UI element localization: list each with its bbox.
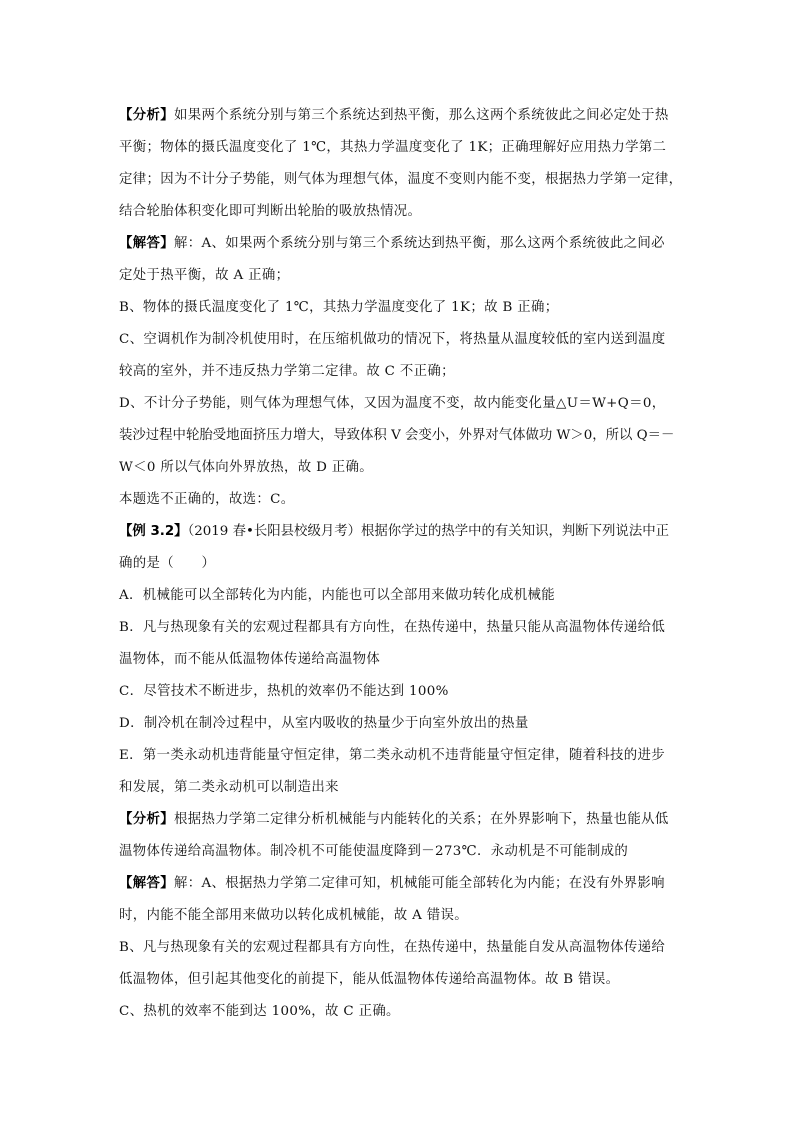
option-line: B．凡与热现象有关的宏观过程都具有方向性，在热传递中，热量只能从高温物体传递给低 <box>119 620 666 635</box>
answer-line: C、空调机作为制冷机使用时，在压缩机做功的情况下，将热量从温度较低的室内送到温度 <box>119 332 666 347</box>
document-body <box>119 100 687 1028</box>
answer-line: B、凡与热现象有关的宏观过程都具有方向性，在热传递中，热量能自发从高温物体传递给 <box>119 940 666 955</box>
answer-line: 时，内能不能全部用来做功以转化成机械能，故 A 错误。 <box>119 908 469 923</box>
answer-line: 低温物体，但引起其他变化的前提下，能从低温物体传递给高温物体。故 B 错误。 <box>119 972 620 987</box>
answer-line: 装沙过程中轮胎受地面挤压力增大，导致体积 V 会变小，外界对气体做功 W＞0，所以 Q＝－ <box>119 428 675 443</box>
example-question-line: 确的是（ ） <box>119 556 216 571</box>
option-line: E．第一类永动机违背能量守恒定律，第二类永动机不违背能量守恒定律，随着科技的进步 <box>119 748 666 763</box>
answer-text: 解：A、根据热力学第二定律可知，机械能可能全部转化为内能；在没有外界影响 <box>173 876 665 891</box>
analysis-line: 平衡；物体的摄氏温度变化了 1℃，其热力学温度变化了 1K；正确理解好应用热力学第二 <box>119 140 667 155</box>
answer-label: 【解答】 <box>119 236 174 251</box>
answer-text: 解：A、如果两个系统分别与第三个系统达到热平衡，那么这两个系统彼此之间必 <box>173 236 665 251</box>
example-source: （2019 春•长阳县校级月考） <box>187 524 362 539</box>
option-line: 温物体，而不能从低温物体传递给高温物体 <box>119 652 381 667</box>
analysis-line: 温物体传递给高温物体。制冷机不可能使温度降到－273℃．永动机是不可能制成的 <box>119 844 629 859</box>
analysis-line <box>119 804 687 836</box>
option-line: D．制冷机在制冷过程中，从室内吸收的热量少于向室外放出的热量 <box>119 716 529 731</box>
analysis-label: 【分析】 <box>119 812 174 827</box>
answer-line <box>119 868 687 900</box>
analysis-label: 【分析】 <box>119 108 174 123</box>
answer-line: 本题选不正确的，故选：C。 <box>119 492 295 507</box>
analysis-text: 如果两个系统分别与第三个系统达到热平衡，那么这两个系统彼此之间必定处于热 <box>173 108 669 123</box>
option-line: C．尽管技术不断进步，热机的效率仍不能达到 100% <box>119 684 449 699</box>
example-label: 【例 3.2】 <box>119 524 188 539</box>
analysis-text: 根据热力学第二定律分析机械能与内能转化的关系；在外界影响下，热量也能从低 <box>173 812 669 827</box>
option-line: A．机械能可以全部转化为内能，内能也可以全部用来做功转化成机械能 <box>119 588 555 603</box>
example-question-line <box>119 516 687 548</box>
answer-line: 定处于热平衡，故 A 正确； <box>119 268 290 283</box>
example-question-text: 根据你学过的热学中的有关知识，判断下列说法中正 <box>361 524 669 539</box>
answer-label: 【解答】 <box>119 876 174 891</box>
analysis-line <box>119 100 687 132</box>
answer-line: B、物体的摄氏温度变化了 1℃，其热力学温度变化了 1K；故 B 正确； <box>119 300 559 315</box>
answer-line: W＜0 所以气体向外界放热，故 D 正确。 <box>119 460 373 475</box>
analysis-line: 结合轮胎体积变化即可判断出轮胎的吸放热情况。 <box>119 204 422 219</box>
answer-line: C、热机的效率不能到达 100%，故 C 正确。 <box>119 1004 400 1019</box>
analysis-line: 定律；因为不计分子势能，则气体为理想气体，温度不变则内能不变，根据热力学第一定律， <box>119 172 683 187</box>
answer-line: 较高的室外，并不违反热力学第二定律。故 C 不正确； <box>119 364 455 379</box>
option-line: 和发展，第二类永动机可以制造出来 <box>119 780 339 795</box>
answer-line <box>119 228 687 260</box>
answer-line: D、不计分子势能，则气体为理想气体，又因为温度不变，故内能变化量△U＝W+Q＝0， <box>119 396 666 411</box>
